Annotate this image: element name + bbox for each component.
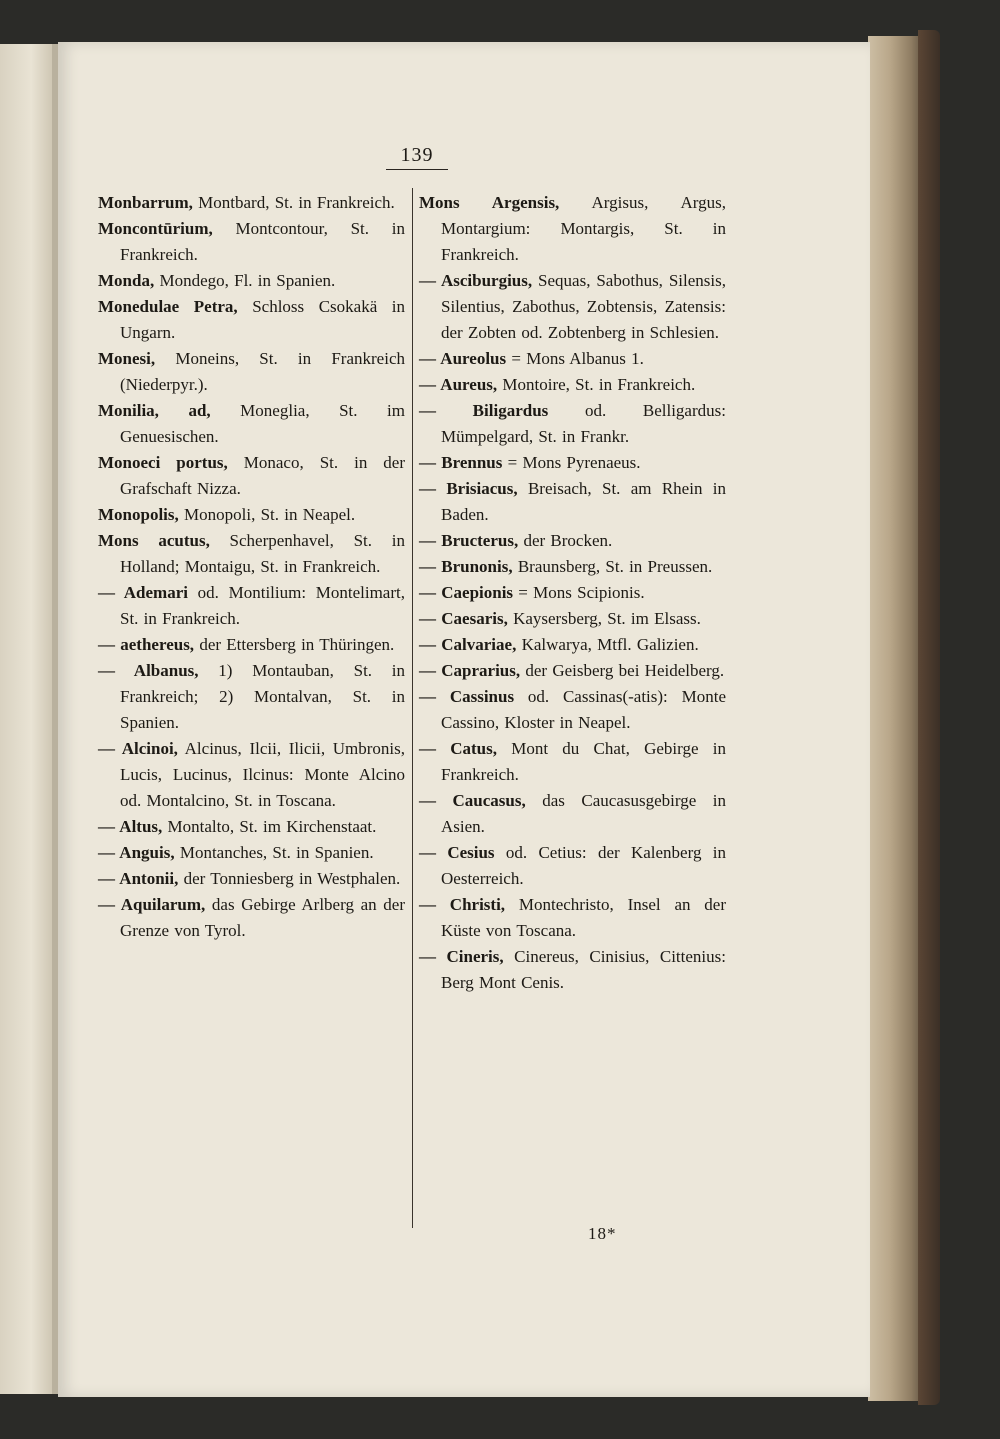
dictionary-entry (419, 840, 726, 892)
entry-definition: od. Montilium: Montelimart, St. in Frankreich. (120, 583, 405, 628)
dictionary-entry (419, 658, 726, 684)
dictionary-entry (419, 346, 726, 372)
entry-definition: 1) Montauban, St. in Frankreich; 2) Montalvan, St. in Spanien. (120, 661, 406, 732)
column-divider (412, 188, 413, 1228)
right-column (419, 190, 726, 996)
entry-definition: Moneins, St. in Frankreich (Niederpyr.). (120, 349, 405, 394)
entry-headword: — Biligardus (419, 401, 549, 420)
entry-headword: — Brisiacus, (419, 479, 518, 498)
entry-headword: Moncontūrium, (98, 219, 213, 238)
entry-definition: Breisach, St. am Rhein in Baden. (441, 479, 726, 524)
entry-headword: — Cassinus (419, 687, 515, 706)
dictionary-entry (419, 476, 726, 528)
dictionary-entry (98, 294, 405, 346)
entry-headword: — Cesius (419, 843, 495, 862)
dictionary-entry (98, 580, 405, 632)
dictionary-entry (419, 268, 726, 346)
dictionary-entry (98, 736, 405, 814)
entry-definition: Montanches, St. in Spanien. (174, 843, 374, 862)
dictionary-entry (98, 398, 405, 450)
facing-page-edge (0, 44, 54, 1394)
dictionary-entry (419, 372, 726, 398)
entry-headword: — Aureolus (419, 349, 507, 368)
entry-definition: Kalwarya, Mtfl. Galizien. (516, 635, 699, 654)
entry-headword: — Aureus, (419, 375, 498, 394)
entry-definition: Scherpenhavel, St. in Holland; Montaigu, St. in Frankreich. (120, 531, 405, 576)
dictionary-entry (419, 528, 726, 554)
entry-headword: — Albanus, (98, 661, 199, 680)
entry-headword: — Brunonis, (419, 557, 513, 576)
entry-definition: Sequas, Sabothus, Silensis, Silentius, Zabothus, Zobtensis, Zatensis: der Zobten od. Zobtenberg in Schlesien. (441, 271, 726, 342)
dictionary-entry (98, 346, 405, 398)
dictionary-entry (419, 606, 726, 632)
signature-mark: 18* (588, 1224, 617, 1243)
entry-headword: — Caprarius, (419, 661, 521, 680)
entry-headword: — Calvariae, (419, 635, 517, 654)
entry-headword: — Bructerus, (419, 531, 519, 550)
dictionary-entry (419, 944, 726, 996)
entry-definition: der Brocken. (518, 531, 613, 550)
entry-headword: Mons Argensis, (419, 193, 560, 212)
entry-definition: od. Belligardus: Mümpelgard, St. in Frankr. (441, 401, 726, 446)
entry-definition: der Tonniesberg in Westphalen. (178, 869, 401, 888)
dictionary-entry (98, 502, 405, 528)
dictionary-entry (98, 190, 405, 216)
entry-headword: — Caepionis (419, 583, 514, 602)
page-number: 139 (386, 144, 448, 170)
entry-definition: Montoire, St. in Frankreich. (497, 375, 696, 394)
entry-headword: Monesi, (98, 349, 156, 368)
dictionary-entry (419, 398, 726, 450)
dictionary-entry (98, 528, 405, 580)
entry-definition: Argisus, Argus, Montargium: Montargis, St. in Frankreich. (441, 193, 726, 264)
entry-headword: Mons acutus, (98, 531, 210, 550)
dictionary-entry (98, 632, 405, 658)
entry-definition: Monaco, St. in der Grafschaft Nizza. (120, 453, 405, 498)
dictionary-entry (98, 840, 405, 866)
dictionary-entry (98, 892, 405, 944)
dictionary-entry (419, 580, 726, 606)
entry-definition: Braunsberg, St. in Preussen. (512, 557, 713, 576)
entry-headword: — Asciburgius, (419, 271, 533, 290)
entry-headword: — Altus, (98, 817, 163, 836)
entry-headword: — Aquilarum, (98, 895, 206, 914)
entry-definition: Montcontour, St. in Frankreich. (120, 219, 405, 264)
dictionary-entry (98, 814, 405, 840)
entry-headword: Monopolis, (98, 505, 179, 524)
entry-headword: — Caesaris, (419, 609, 508, 628)
entry-headword: — Anguis, (98, 843, 175, 862)
entry-definition: Schloss Csokakä in Ungarn. (120, 297, 405, 342)
entry-definition: = Mons Pyrenaeus. (502, 453, 641, 472)
entry-definition: Mont du Chat, Gebirge in Frankreich. (441, 739, 726, 784)
entry-definition: = Mons Scipionis. (513, 583, 645, 602)
entry-headword: — Caucasus, (419, 791, 526, 810)
entry-definition: Kaysersberg, St. im Elsass. (507, 609, 701, 628)
entry-definition: = Mons Albanus 1. (506, 349, 644, 368)
dictionary-entry (419, 736, 726, 788)
dictionary-entry (419, 554, 726, 580)
entry-definition: Moneglia, St. im Genuesischen. (120, 401, 406, 446)
entry-headword: Monda, (98, 271, 155, 290)
entry-headword: — Cineris, (419, 947, 504, 966)
entry-headword: Monedulae Petra, (98, 297, 238, 316)
entry-headword: — Christi, (419, 895, 506, 914)
dictionary-entry (419, 788, 726, 840)
dictionary-entry (98, 658, 405, 736)
entry-headword: — Brennus (419, 453, 503, 472)
left-column (98, 190, 405, 944)
entry-definition: od. Cetius: der Kalenberg in Oesterreich. (441, 843, 727, 888)
dictionary-entry (98, 268, 405, 294)
entry-headword: Monilia, ad, (98, 401, 211, 420)
dictionary-entry (98, 216, 405, 268)
entry-definition: Alcinus, Ilcii, Ilicii, Umbronis, Lucis, Lucinus, Ilcinus: Monte Alcino od. Montalcino, St. in Toscana. (120, 739, 405, 810)
entry-definition: Montalto, St. im Kirchenstaat. (162, 817, 377, 836)
entry-definition: Montechristo, Insel an der Küste von Toscana. (441, 895, 727, 940)
dictionary-entry (419, 684, 726, 736)
entry-headword: — aethereus, (98, 635, 195, 654)
entry-headword: — Alcinoi, (98, 739, 178, 758)
entry-definition: Cinereus, Cinisius, Cittenius: Berg Mont Cenis. (441, 947, 726, 992)
entry-definition: Montbard, St. in Frankreich. (192, 193, 395, 212)
book-cover-edge (918, 30, 940, 1405)
entry-definition: das Gebirge Arlberg an der Grenze von Tyrol. (120, 895, 406, 940)
dictionary-entry (419, 892, 726, 944)
entry-definition: Monopoli, St. in Neapel. (178, 505, 356, 524)
entry-definition: der Ettersberg in Thüringen. (194, 635, 395, 654)
entry-definition: Mondego, Fl. in Spanien. (154, 271, 336, 290)
entry-headword: — Antonii, (98, 869, 179, 888)
dictionary-entry (419, 632, 726, 658)
dictionary-entry (98, 866, 405, 892)
entry-definition: das Caucasusgebirge in Asien. (441, 791, 726, 836)
entry-headword: — Catus, (419, 739, 497, 758)
entry-headword: Monoeci portus, (98, 453, 228, 472)
dictionary-entry (98, 450, 405, 502)
dictionary-entry (419, 450, 726, 476)
entry-definition: der Geisberg bei Heidelberg. (520, 661, 725, 680)
entry-headword: — Ademari (98, 583, 188, 602)
entry-definition: od. Cassinas(-atis): Monte Cassino, Kloster in Neapel. (441, 687, 726, 732)
entry-headword: Monbarrum, (98, 193, 193, 212)
dictionary-entry (419, 190, 726, 268)
